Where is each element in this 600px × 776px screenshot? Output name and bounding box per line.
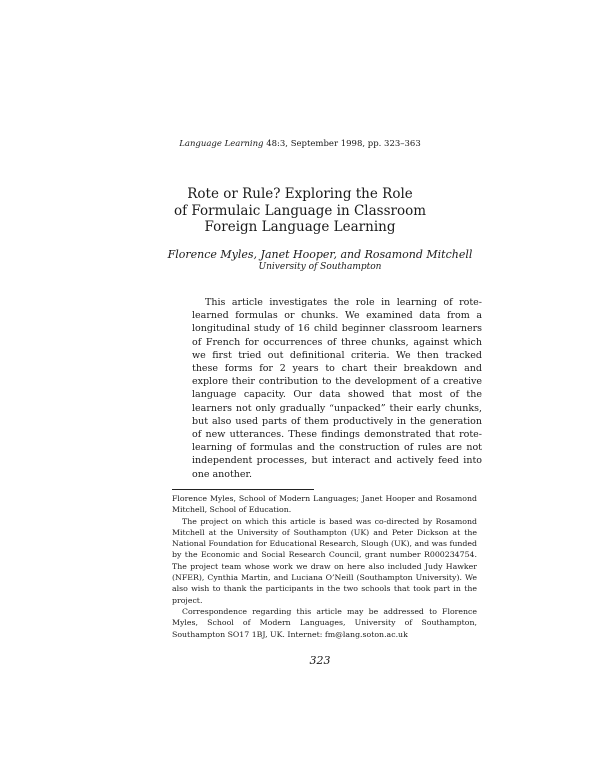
running-header [0,139,600,149]
article-title [0,186,600,236]
footnote-divider [172,489,314,490]
footnote-correspondence: Correspondence regarding this article may be addressed to Florence Myles, School of Modern Languages, University of Southampton, Southampton SO17 1BJ, UK. Internet: fm@lang.soton.ac.uk [172,606,477,639]
author-list: Florence Myles, Janet Hooper, and Rosamond Mitchell [167,248,473,261]
footnotes [172,493,477,640]
title-line-3: Foreign Language Learning [204,219,396,235]
journal-name: Language Learning [179,139,264,149]
author-affiliation: University of Southampton [258,262,382,272]
title-line-2: of Formulaic Language in Classroom [173,202,427,219]
citation-details: 48:3, September 1998, pp. 323–363 [263,139,421,149]
footnote-project: The project on which this article is based was co-directed by Rosamond Mitchell at the University of Southampton (UK) and Peter Dickson at the National Foundation for Educational Research, Slough (UK), and was funded by the Economic and Social Research Council, grant number R000234754. The project team whose work we draw on here also included Judy Hawker (NFER), Cynthia Martin, and Luciana O’Neill (Southampton University). We also wish to thank the participants in the two schools that took part in the project. [172,516,477,605]
footnote-affiliations: Florence Myles, School of Modern Languages; Janet Hooper and Rosamond Mitchell, School of Education. [172,494,477,515]
abstract: This article investigates the role in learning of rote-learned formulas or chunks. We examined data from a longitudinal study of 16 child beginner classroom learners of French for occurrences of three chunks, against which we first tried out definitional criteria. We then tracked these forms for 2 years to chart their breakdown and explore their contribution to the development of a creative language capacity. Our data showed that most of the learners not only gradually “unpacked” their early chunks, but also used parts of them productively in the generation of new utterances. These findings demonstrated that rote-learning of formulas and the construction of rules are not independent processes, but interact and actively feed into one another. [192,297,482,480]
page-number: 323 [309,654,331,667]
title-line-1: Rote or Rule? Exploring the Role [187,186,413,202]
